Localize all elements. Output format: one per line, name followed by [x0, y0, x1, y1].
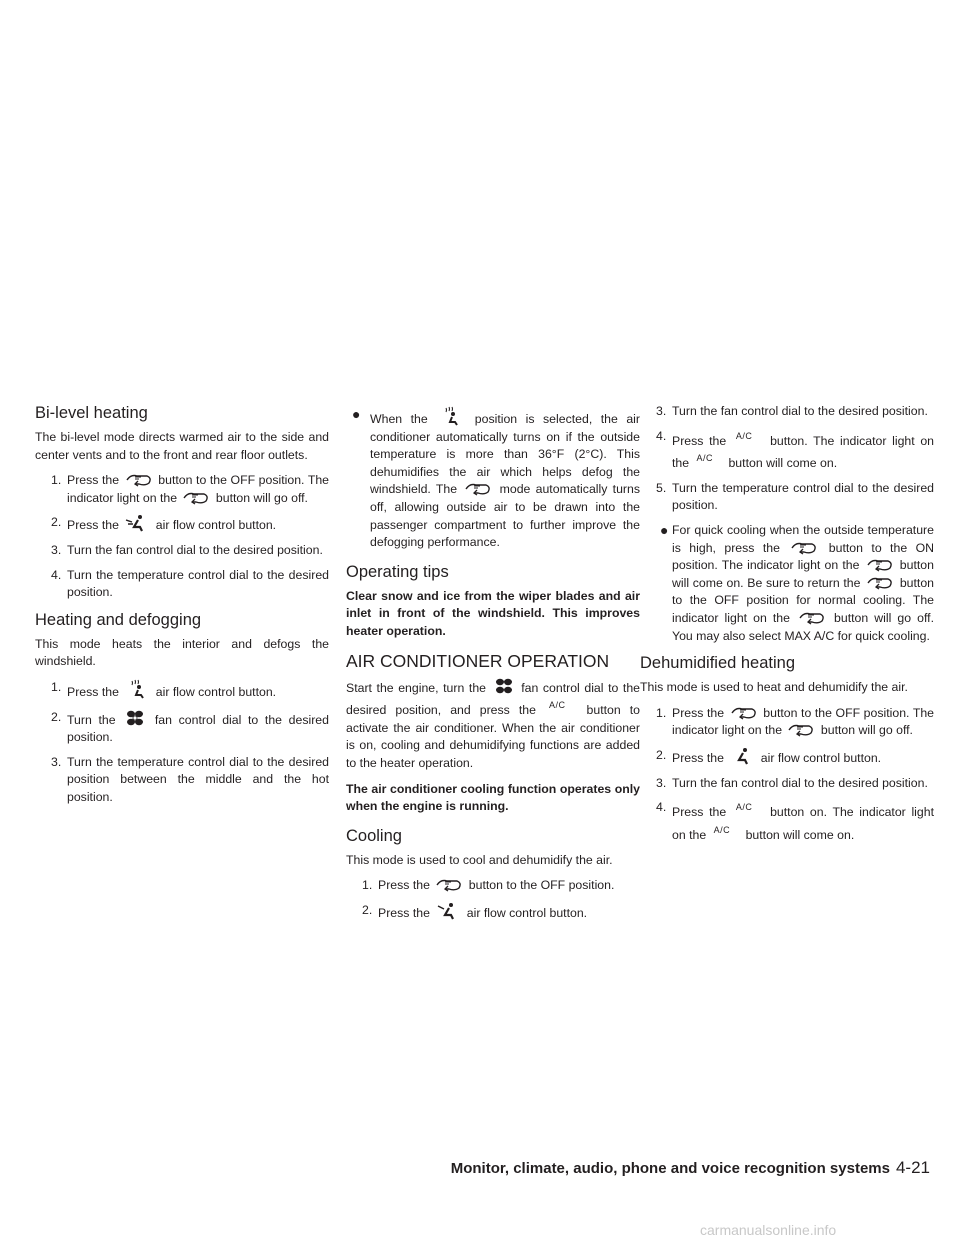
tips-text: Clear snow and ice from the wiper blades and air inlet in front of the windshield. This improves heater operation.	[346, 588, 640, 638]
heading-operating-tips: Operating tips	[346, 562, 449, 581]
list-item: 2. Press the air flow control button.	[51, 515, 277, 533]
list-item: 3. Turn the fan control dial to the desired position.	[656, 404, 928, 418]
dehum-steps	[640, 705, 934, 845]
column-2	[346, 403, 640, 930]
column-3	[640, 403, 934, 852]
ac-paragraph: Start the engine, turn the fan control dial to the desired position, and press the A/C button to activate the air conditioner. When the air conditioner is on, cooling and dehumidifying functions are added to the heater operation.	[346, 677, 640, 773]
list-item: 4. Press the A/C button on. The indicator light on the A/C button will come on.	[656, 800, 934, 842]
recirculation-icon	[730, 706, 758, 720]
recirculation-icon	[866, 558, 894, 572]
recirculation-icon	[182, 491, 210, 505]
list-item: 2. Press the air flow control button.	[656, 747, 882, 765]
page-number: 4-21	[895, 1158, 930, 1177]
heading-heating-defogging: Heating and defogging	[35, 610, 202, 629]
watermark: carmanualsonline.info	[700, 1222, 837, 1238]
recirculation-icon	[435, 878, 463, 892]
ac-label: A/C	[548, 700, 566, 711]
list-item: 5. Turn the temperature control dial to the desired position.	[656, 480, 934, 513]
cooling-steps	[346, 877, 640, 922]
list-item: 1. Press the air flow control button.	[51, 679, 277, 699]
recirculation-icon	[787, 723, 815, 737]
ac-note: The air conditioner cooling function operates only when the engine is running.	[346, 781, 640, 814]
list-item: ● When the position is selected, the air conditioner automatically turns on if the outside temperature is more than 36°F (2°C). This dehumidifies the air which helps defog the windshield. The mode automatically turns off, allowing outside air to be drawn into the passenger compartment to further improve the defogging performance.	[352, 406, 641, 550]
bilevel-intro: The bi-level mode directs warmed air to the side and center vents and to the front and rear floor outlets.	[35, 430, 329, 462]
fan-icon	[124, 709, 146, 727]
heatdefog-steps	[35, 679, 329, 807]
bilevel-airflow-icon	[124, 514, 150, 532]
list-item: 1. Press the button to the OFF position. The indicator light on the button will go off.	[51, 473, 330, 505]
list-item: 3. Turn the temperature control dial to the desired position between the middle and the hot position.	[51, 754, 329, 804]
recirculation-icon	[464, 482, 492, 496]
list-item: 2. Press the air flow control button.	[362, 902, 588, 920]
floor-airflow-icon	[729, 747, 755, 765]
fan-icon	[493, 677, 515, 695]
bilevel-airflow-icon	[435, 902, 461, 920]
list-item: 4. Press the A/C button. The indicator light on the A/C button will come on.	[656, 428, 934, 471]
recirculation-icon	[866, 576, 894, 590]
column-1	[35, 403, 329, 815]
list-item: 1. Press the button to the OFF position.	[362, 878, 615, 893]
ac-label: A/C	[735, 802, 753, 813]
cooling-steps-cont	[640, 403, 934, 645]
heading-cooling: Cooling	[346, 826, 402, 845]
recirculation-icon	[125, 473, 153, 487]
ac-label: A/C	[696, 453, 714, 464]
heading-ac-operation: AIR CONDITIONER OPERATION	[346, 650, 610, 671]
list-item: 3. Turn the fan control dial to the desired position.	[51, 542, 323, 557]
cooling-intro: This mode is used to cool and dehumidify the air.	[346, 852, 613, 867]
bilevel-steps	[35, 472, 329, 602]
heading-dehumidified-heating: Dehumidified heating	[640, 654, 796, 673]
page-footer	[430, 1158, 930, 1178]
list-item: 3. Turn the fan control dial to the desired position.	[656, 775, 928, 790]
heading-bilevel-heating: Bi-level heating	[35, 404, 148, 422]
recirculation-icon	[798, 611, 826, 625]
heatdefog-intro: This mode heats the interior and defogs the windshield.	[35, 636, 329, 669]
footer-section-title: Monitor, climate, audio, phone and voice recognition systems	[450, 1160, 890, 1177]
list-item: 2. Turn the fan control dial to the desired position.	[51, 709, 329, 745]
defrost-floor-icon	[124, 679, 150, 699]
list-item: 1. Press the button to the OFF position. The indicator light on the button will go off.	[656, 705, 935, 738]
defrost-floor-icon	[438, 406, 464, 426]
list-item: ● For quick cooling when the outside temperature is high, press the button to the ON position. The indicator light on the button will come on. Be sure to return the button to the OFF position for normal cooling. The indicator light on the button will go off. You may also select MAX A/C for quick cooling.	[660, 521, 935, 643]
list-item: 4. Turn the temperature control dial to the desired position.	[51, 567, 329, 600]
ac-label: A/C	[735, 430, 753, 441]
dehum-intro: This mode is used to heat and dehumidify the air.	[640, 680, 908, 695]
recirculation-icon	[790, 541, 818, 555]
ac-label: A/C	[713, 824, 731, 835]
